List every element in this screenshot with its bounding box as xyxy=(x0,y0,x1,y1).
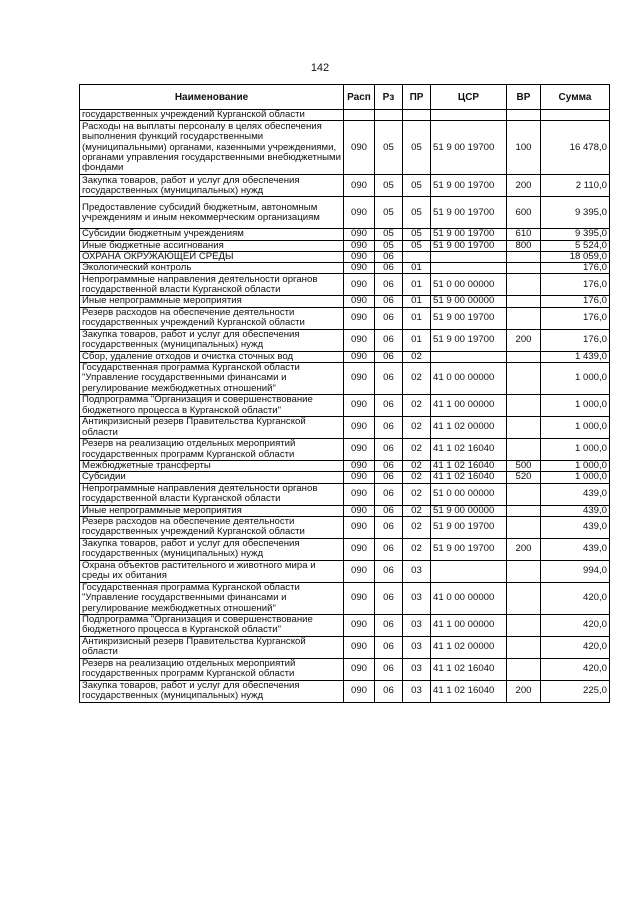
cell-csr: 51 0 00 00000 xyxy=(431,274,507,296)
cell-sum: 1 000,0 xyxy=(541,395,610,417)
table-row xyxy=(80,307,610,329)
cell-csr: 51 9 00 19700 xyxy=(431,175,507,197)
cell-sum: 176,0 xyxy=(541,307,610,329)
cell-name: Антикризисный резерв Правительства Курганской области xyxy=(80,636,344,658)
cell-csr: 51 9 00 00000 xyxy=(431,505,507,516)
cell-pr: 03 xyxy=(403,614,431,636)
cell-csr: 51 9 00 19700 xyxy=(431,538,507,560)
cell-pr: 02 xyxy=(403,483,431,505)
cell-rasp: 090 xyxy=(344,614,375,636)
cell-rasp: 090 xyxy=(344,363,375,395)
cell-vr xyxy=(507,296,541,307)
table-row xyxy=(80,175,610,197)
cell-csr: 41 1 00 00000 xyxy=(431,395,507,417)
table-row xyxy=(80,439,610,461)
cell-vr xyxy=(507,351,541,362)
cell-name: Подпрограмма "Организация и совершенствование бюджетного процесса в Курганской области" xyxy=(80,614,344,636)
table-row xyxy=(80,461,610,472)
cell-sum: 9 395,0 xyxy=(541,197,610,229)
cell-rasp: 090 xyxy=(344,329,375,351)
cell-rz: 06 xyxy=(375,395,403,417)
cell-pr: 02 xyxy=(403,472,431,483)
cell-pr: 05 xyxy=(403,175,431,197)
budget-table xyxy=(79,84,610,703)
cell-sum: 420,0 xyxy=(541,614,610,636)
cell-name: Закупка товаров, работ и услуг для обеспечения государственных (муниципальных) нужд xyxy=(80,538,344,560)
cell-name: Государственная программа Курганской области "Управление государственными финансами и регулирование межбюджетных отношений" xyxy=(80,582,344,614)
cell-csr: 41 1 02 16040 xyxy=(431,680,507,702)
cell-name: Непрограммные направления деятельности органов государственной власти Курганской области xyxy=(80,274,344,296)
table-row xyxy=(80,351,610,362)
cell-rz: 06 xyxy=(375,296,403,307)
cell-pr: 01 xyxy=(403,263,431,274)
cell-csr: 41 1 02 16040 xyxy=(431,439,507,461)
cell-csr: 51 9 00 19700 xyxy=(431,197,507,229)
cell-vr xyxy=(507,110,541,121)
cell-csr: 51 9 00 19700 xyxy=(431,307,507,329)
cell-name: Резерв расходов на обеспечение деятельности государственных учреждений Курганской области xyxy=(80,516,344,538)
cell-vr: 100 xyxy=(507,121,541,175)
cell-name: Резерв расходов на обеспечение деятельности государственных учреждений Курганской области xyxy=(80,307,344,329)
cell-pr: 02 xyxy=(403,538,431,560)
table-row xyxy=(80,363,610,395)
table-row xyxy=(80,197,610,229)
cell-sum: 439,0 xyxy=(541,538,610,560)
cell-rasp: 090 xyxy=(344,582,375,614)
cell-csr: 51 9 00 19700 xyxy=(431,229,507,240)
cell-name: Антикризисный резерв Правительства Курганской области xyxy=(80,417,344,439)
cell-vr xyxy=(507,658,541,680)
cell-sum: 18 059,0 xyxy=(541,251,610,262)
cell-pr: 01 xyxy=(403,274,431,296)
cell-name: Резерв на реализацию отдельных мероприятий государственных программ Курганской области xyxy=(80,439,344,461)
cell-sum: 420,0 xyxy=(541,636,610,658)
header-csr: ЦСР xyxy=(431,85,507,110)
cell-rasp: 090 xyxy=(344,197,375,229)
cell-name: ОХРАНА ОКРУЖАЮЩЕЙ СРЕДЫ xyxy=(80,251,344,262)
cell-csr xyxy=(431,263,507,274)
cell-vr: 500 xyxy=(507,461,541,472)
cell-name: Непрограммные направления деятельности органов государственной власти Курганской области xyxy=(80,483,344,505)
table-row xyxy=(80,614,610,636)
cell-rz: 06 xyxy=(375,251,403,262)
table-row xyxy=(80,395,610,417)
cell-pr: 02 xyxy=(403,395,431,417)
header-sum: Сумма xyxy=(541,85,610,110)
cell-rz: 05 xyxy=(375,175,403,197)
cell-sum: 1 000,0 xyxy=(541,417,610,439)
cell-csr: 51 9 00 19700 xyxy=(431,516,507,538)
cell-pr: 05 xyxy=(403,229,431,240)
table-row xyxy=(80,263,610,274)
cell-name: Расходы на выплаты персоналу в целях обеспечения выполнения функций государственными (муниципальными) органами, казенными учреждениями, органами управления государственными внебюджетными фондами xyxy=(80,121,344,175)
cell-pr: 02 xyxy=(403,439,431,461)
cell-rz: 06 xyxy=(375,505,403,516)
cell-csr xyxy=(431,110,507,121)
cell-vr: 600 xyxy=(507,197,541,229)
cell-csr: 51 9 00 00000 xyxy=(431,296,507,307)
table-row xyxy=(80,251,610,262)
table-row xyxy=(80,636,610,658)
cell-name: Иные непрограммные мероприятия xyxy=(80,505,344,516)
cell-vr: 200 xyxy=(507,329,541,351)
cell-sum: 2 110,0 xyxy=(541,175,610,197)
cell-rz: 06 xyxy=(375,472,403,483)
table-row xyxy=(80,658,610,680)
cell-sum: 1 000,0 xyxy=(541,363,610,395)
cell-rasp: 090 xyxy=(344,307,375,329)
cell-csr: 41 0 00 00000 xyxy=(431,582,507,614)
cell-rz: 06 xyxy=(375,658,403,680)
cell-rz: 06 xyxy=(375,680,403,702)
cell-name: Субсидии бюджетным учреждениям xyxy=(80,229,344,240)
cell-sum: 1 000,0 xyxy=(541,439,610,461)
cell-rasp: 090 xyxy=(344,658,375,680)
cell-rasp: 090 xyxy=(344,483,375,505)
cell-csr: 41 1 02 00000 xyxy=(431,636,507,658)
cell-rz: 06 xyxy=(375,363,403,395)
cell-rasp: 090 xyxy=(344,417,375,439)
cell-rasp: 090 xyxy=(344,505,375,516)
table-row xyxy=(80,505,610,516)
cell-csr xyxy=(431,560,507,582)
table-row xyxy=(80,296,610,307)
cell-sum: 176,0 xyxy=(541,329,610,351)
table-row xyxy=(80,680,610,702)
cell-rasp xyxy=(344,110,375,121)
cell-sum: 420,0 xyxy=(541,582,610,614)
cell-vr: 610 xyxy=(507,229,541,240)
cell-name: Межбюджетные трансферты xyxy=(80,461,344,472)
table-row xyxy=(80,582,610,614)
cell-pr: 05 xyxy=(403,121,431,175)
cell-pr: 02 xyxy=(403,417,431,439)
cell-rz xyxy=(375,110,403,121)
cell-name: Иные непрограммные мероприятия xyxy=(80,296,344,307)
cell-vr xyxy=(507,363,541,395)
cell-sum: 9 395,0 xyxy=(541,229,610,240)
cell-rz: 06 xyxy=(375,560,403,582)
cell-rasp: 090 xyxy=(344,560,375,582)
cell-rasp: 090 xyxy=(344,251,375,262)
cell-pr xyxy=(403,110,431,121)
cell-rasp: 090 xyxy=(344,121,375,175)
table-row xyxy=(80,110,610,121)
cell-rasp: 090 xyxy=(344,636,375,658)
cell-sum: 1 000,0 xyxy=(541,472,610,483)
cell-sum: 176,0 xyxy=(541,263,610,274)
cell-rz: 06 xyxy=(375,351,403,362)
cell-rasp: 090 xyxy=(344,516,375,538)
cell-csr: 51 9 00 19700 xyxy=(431,329,507,351)
table-row xyxy=(80,121,610,175)
cell-rasp: 090 xyxy=(344,240,375,251)
cell-rz: 06 xyxy=(375,439,403,461)
table-row xyxy=(80,483,610,505)
table-row xyxy=(80,516,610,538)
cell-csr: 51 9 00 19700 xyxy=(431,121,507,175)
cell-name: Государственная программа Курганской области "Управление государственными финансами и регулирование межбюджетных отношений" xyxy=(80,363,344,395)
cell-sum: 439,0 xyxy=(541,483,610,505)
cell-sum: 439,0 xyxy=(541,516,610,538)
cell-vr xyxy=(507,307,541,329)
cell-vr xyxy=(507,417,541,439)
cell-name: Закупка товаров, работ и услуг для обеспечения государственных (муниципальных) нужд xyxy=(80,329,344,351)
cell-vr: 200 xyxy=(507,175,541,197)
table-row xyxy=(80,472,610,483)
cell-name: Иные бюджетные ассигнования xyxy=(80,240,344,251)
cell-rz: 05 xyxy=(375,121,403,175)
cell-name: Субсидии xyxy=(80,472,344,483)
cell-rasp: 090 xyxy=(344,461,375,472)
cell-rz: 06 xyxy=(375,307,403,329)
cell-sum: 994,0 xyxy=(541,560,610,582)
table-row xyxy=(80,274,610,296)
cell-pr: 05 xyxy=(403,240,431,251)
cell-sum: 1 439,0 xyxy=(541,351,610,362)
cell-vr: 800 xyxy=(507,240,541,251)
cell-rasp: 090 xyxy=(344,395,375,417)
cell-vr: 200 xyxy=(507,538,541,560)
cell-vr xyxy=(507,582,541,614)
cell-pr: 03 xyxy=(403,680,431,702)
cell-rz: 06 xyxy=(375,417,403,439)
cell-sum: 176,0 xyxy=(541,296,610,307)
cell-csr: 41 1 02 16040 xyxy=(431,461,507,472)
cell-name: Подпрограмма "Организация и совершенствование бюджетного процесса в Курганской области" xyxy=(80,395,344,417)
cell-rz: 06 xyxy=(375,483,403,505)
cell-vr xyxy=(507,516,541,538)
cell-sum: 439,0 xyxy=(541,505,610,516)
table-body xyxy=(80,110,610,703)
cell-rz: 06 xyxy=(375,614,403,636)
table-row xyxy=(80,560,610,582)
cell-rz: 06 xyxy=(375,274,403,296)
header-name: Наименование xyxy=(80,85,344,110)
cell-rz: 06 xyxy=(375,516,403,538)
cell-sum: 5 524,0 xyxy=(541,240,610,251)
cell-vr xyxy=(507,439,541,461)
cell-vr xyxy=(507,251,541,262)
cell-pr: 03 xyxy=(403,636,431,658)
cell-name: Закупка товаров, работ и услуг для обеспечения государственных (муниципальных) нужд xyxy=(80,175,344,197)
cell-rz: 06 xyxy=(375,461,403,472)
cell-csr: 41 1 02 16040 xyxy=(431,472,507,483)
table-header-row xyxy=(80,85,610,110)
cell-rasp: 090 xyxy=(344,229,375,240)
header-rz: Рз xyxy=(375,85,403,110)
cell-pr: 02 xyxy=(403,351,431,362)
cell-pr: 02 xyxy=(403,461,431,472)
cell-name: Экологический контроль xyxy=(80,263,344,274)
cell-rz: 05 xyxy=(375,240,403,251)
cell-pr: 01 xyxy=(403,329,431,351)
cell-csr: 51 0 00 00000 xyxy=(431,483,507,505)
cell-vr xyxy=(507,274,541,296)
cell-rasp: 090 xyxy=(344,296,375,307)
cell-rz: 06 xyxy=(375,263,403,274)
table-row xyxy=(80,229,610,240)
header-rasp: Расп xyxy=(344,85,375,110)
table-row xyxy=(80,240,610,251)
cell-vr xyxy=(507,263,541,274)
cell-name: Сбор, удаление отходов и очистка сточных вод xyxy=(80,351,344,362)
table-row xyxy=(80,417,610,439)
cell-rasp: 090 xyxy=(344,351,375,362)
cell-csr: 41 1 02 16040 xyxy=(431,658,507,680)
cell-pr xyxy=(403,251,431,262)
cell-pr: 02 xyxy=(403,363,431,395)
header-vr: ВР xyxy=(507,85,541,110)
cell-vr xyxy=(507,614,541,636)
cell-vr xyxy=(507,483,541,505)
cell-sum xyxy=(541,110,610,121)
cell-pr: 03 xyxy=(403,582,431,614)
cell-rasp: 090 xyxy=(344,274,375,296)
cell-rz: 06 xyxy=(375,538,403,560)
cell-pr: 02 xyxy=(403,505,431,516)
cell-vr: 520 xyxy=(507,472,541,483)
cell-rz: 05 xyxy=(375,229,403,240)
cell-vr xyxy=(507,560,541,582)
cell-name: Резерв на реализацию отдельных мероприятий государственных программ Курганской области xyxy=(80,658,344,680)
cell-sum: 225,0 xyxy=(541,680,610,702)
cell-pr: 01 xyxy=(403,307,431,329)
cell-rasp: 090 xyxy=(344,472,375,483)
table-row xyxy=(80,329,610,351)
cell-csr: 41 1 02 00000 xyxy=(431,417,507,439)
cell-name: Закупка товаров, работ и услуг для обеспечения государственных (муниципальных) нужд xyxy=(80,680,344,702)
cell-rz: 06 xyxy=(375,329,403,351)
cell-rasp: 090 xyxy=(344,439,375,461)
cell-vr xyxy=(507,505,541,516)
cell-rasp: 090 xyxy=(344,680,375,702)
cell-pr: 05 xyxy=(403,197,431,229)
cell-rz: 05 xyxy=(375,197,403,229)
cell-name: государственных учреждений Курганской области xyxy=(80,110,344,121)
cell-csr xyxy=(431,251,507,262)
cell-rz: 06 xyxy=(375,582,403,614)
cell-csr: 41 0 00 00000 xyxy=(431,363,507,395)
cell-sum: 16 478,0 xyxy=(541,121,610,175)
cell-vr: 200 xyxy=(507,680,541,702)
cell-csr xyxy=(431,351,507,362)
cell-name: Охрана объектов растительного и животного мира и среды их обитания xyxy=(80,560,344,582)
cell-rasp: 090 xyxy=(344,175,375,197)
cell-pr: 01 xyxy=(403,296,431,307)
cell-pr: 02 xyxy=(403,516,431,538)
cell-sum: 420,0 xyxy=(541,658,610,680)
cell-rasp: 090 xyxy=(344,263,375,274)
cell-csr: 51 9 00 19700 xyxy=(431,240,507,251)
cell-name: Предоставление субсидий бюджетным, автономным учреждениям и иным некоммерческим организациям xyxy=(80,197,344,229)
cell-vr xyxy=(507,395,541,417)
cell-rz: 06 xyxy=(375,636,403,658)
cell-pr: 03 xyxy=(403,658,431,680)
header-pr: ПР xyxy=(403,85,431,110)
page-number: 142 xyxy=(310,62,330,74)
cell-vr xyxy=(507,636,541,658)
cell-pr: 03 xyxy=(403,560,431,582)
cell-rasp: 090 xyxy=(344,538,375,560)
cell-csr: 41 1 00 00000 xyxy=(431,614,507,636)
table-row xyxy=(80,538,610,560)
cell-sum: 176,0 xyxy=(541,274,610,296)
cell-sum: 1 000,0 xyxy=(541,461,610,472)
